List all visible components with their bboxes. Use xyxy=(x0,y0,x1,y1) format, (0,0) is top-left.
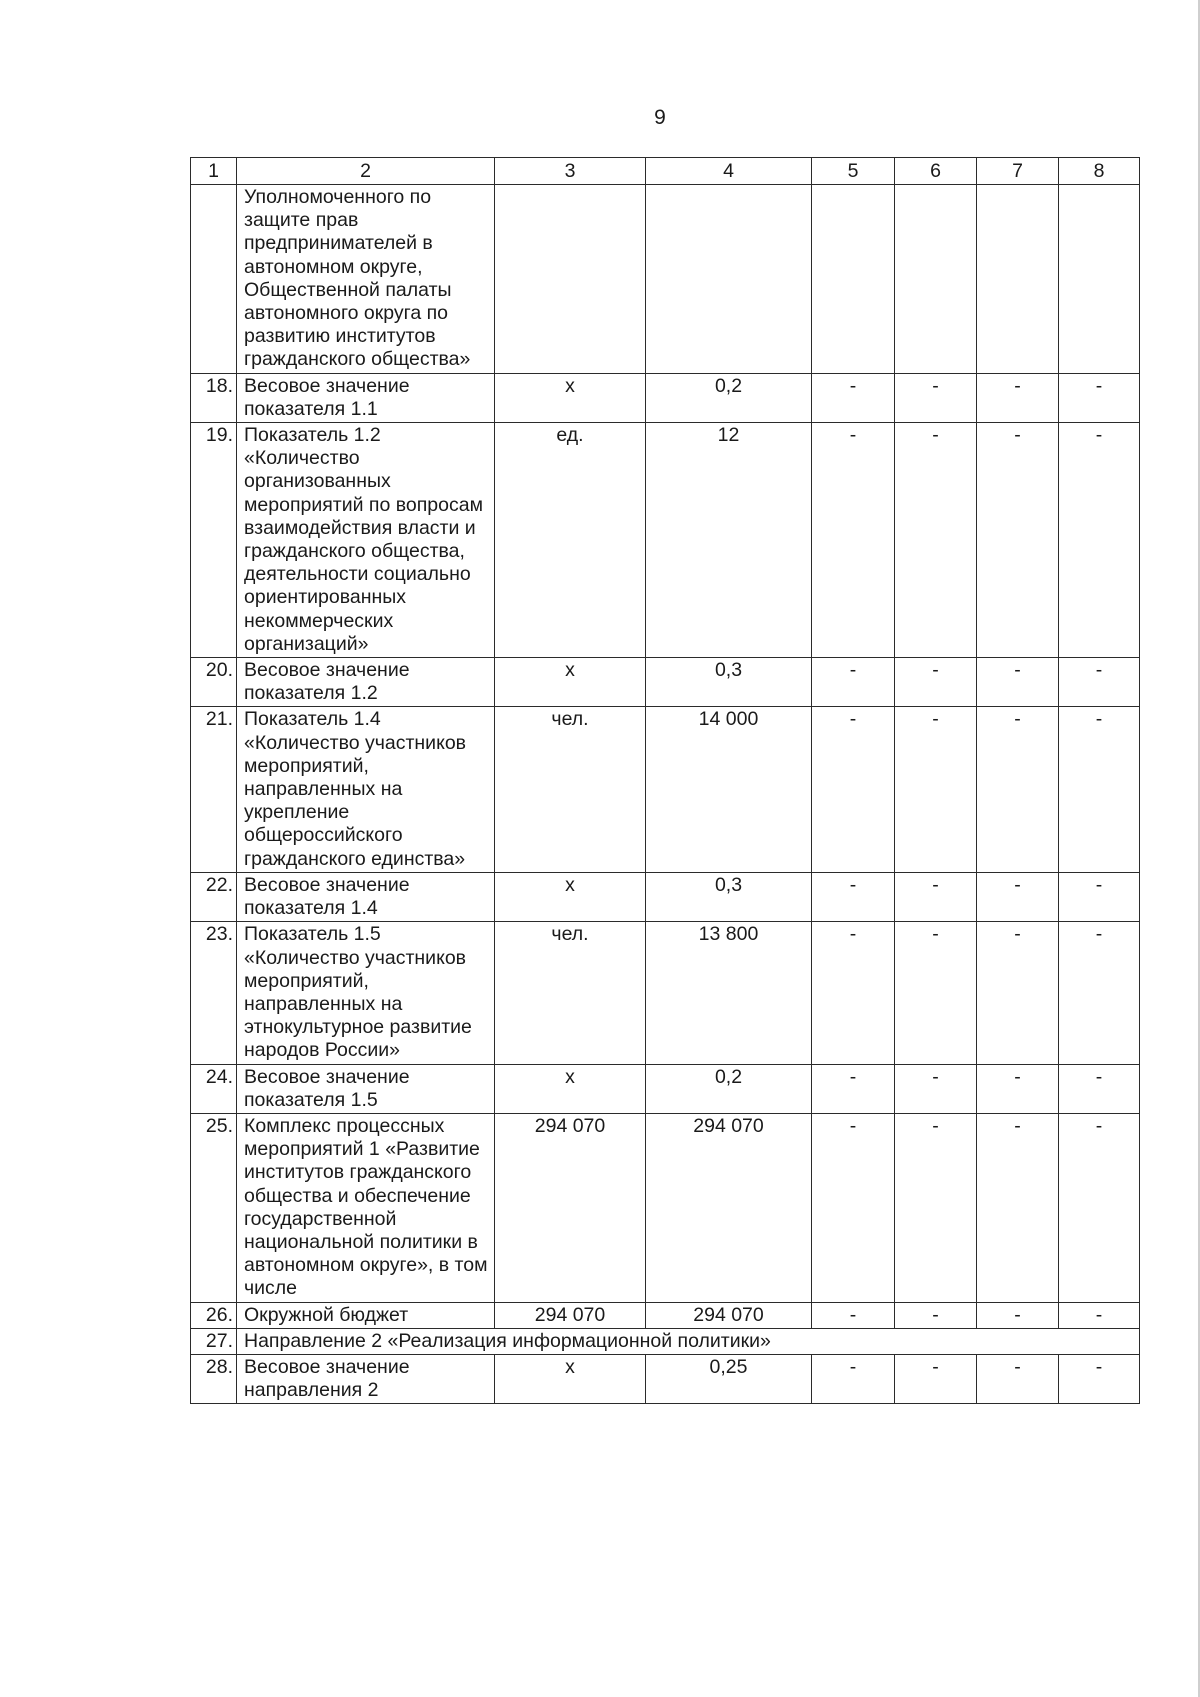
row-name: Комплекс процессных мероприятий 1 «Развитие институтов гражданского общества и обеспечение государственной национальной политики в автономном округе», в том числе xyxy=(237,1113,495,1302)
cell-col8: - xyxy=(1059,1064,1140,1113)
row-name: Весовое значение показателя 1.2 xyxy=(237,658,495,707)
table-row xyxy=(191,1354,1140,1403)
row-name: Весовое значение показателя 1.5 xyxy=(237,1064,495,1113)
cell-unit: чел. xyxy=(495,922,646,1064)
cell-value: 0,2 xyxy=(646,373,812,422)
header-cell: 1 xyxy=(191,158,237,185)
header-cell: 8 xyxy=(1059,158,1140,185)
cell-col5: - xyxy=(812,1113,895,1302)
row-name: Весовое значение показателя 1.4 xyxy=(237,872,495,921)
table-row xyxy=(191,1302,1140,1328)
row-number: 28. xyxy=(191,1354,237,1403)
row-name: Окружной бюджет xyxy=(237,1302,495,1328)
cell-col7: - xyxy=(977,1302,1059,1328)
cell-col5: - xyxy=(812,373,895,422)
cell-col6: - xyxy=(895,423,977,658)
cell-col7: - xyxy=(977,872,1059,921)
table-row xyxy=(191,872,1140,921)
cell-unit: ед. xyxy=(495,423,646,658)
cell-col6: - xyxy=(895,922,977,1064)
cell-col7: - xyxy=(977,1064,1059,1113)
row-number xyxy=(191,185,237,374)
row-number: 21. xyxy=(191,707,237,872)
cell-col5: - xyxy=(812,423,895,658)
cell-col6: - xyxy=(895,1354,977,1403)
cell-col7: - xyxy=(977,707,1059,872)
section-title: Направление 2 «Реализация информационной политики» xyxy=(237,1328,1140,1354)
row-number: 18. xyxy=(191,373,237,422)
table-row xyxy=(191,922,1140,1064)
row-name: Весовое значение показателя 1.1 xyxy=(237,373,495,422)
cell-value xyxy=(646,185,812,374)
cell-col7: - xyxy=(977,1354,1059,1403)
row-number: 25. xyxy=(191,1113,237,1302)
cell-col8: - xyxy=(1059,1113,1140,1302)
cell-col5: - xyxy=(812,707,895,872)
row-name: Весовое значение направления 2 xyxy=(237,1354,495,1403)
row-number: 27. xyxy=(191,1328,237,1354)
cell-col8: - xyxy=(1059,872,1140,921)
cell-col8: - xyxy=(1059,658,1140,707)
cell-col8: - xyxy=(1059,1354,1140,1403)
cell-col7 xyxy=(977,185,1059,374)
cell-unit: х xyxy=(495,872,646,921)
cell-col6: - xyxy=(895,1113,977,1302)
header-cell: 5 xyxy=(812,158,895,185)
table-row xyxy=(191,373,1140,422)
cell-col8: - xyxy=(1059,1302,1140,1328)
cell-value: 0,25 xyxy=(646,1354,812,1403)
cell-col8: - xyxy=(1059,922,1140,1064)
table-row xyxy=(191,658,1140,707)
table-row xyxy=(191,1113,1140,1302)
cell-col6 xyxy=(895,185,977,374)
cell-col5 xyxy=(812,185,895,374)
cell-value: 12 xyxy=(646,423,812,658)
cell-col8: - xyxy=(1059,373,1140,422)
row-number: 23. xyxy=(191,922,237,1064)
table-row xyxy=(191,1064,1140,1113)
cell-col7: - xyxy=(977,423,1059,658)
cell-value: 0,3 xyxy=(646,658,812,707)
cell-unit: х xyxy=(495,1064,646,1113)
table-row xyxy=(191,423,1140,658)
table-row xyxy=(191,185,1140,374)
cell-value: 294 070 xyxy=(646,1302,812,1328)
row-name: Уполномоченного по защите прав предпринимателей в автономном округе, Общественной палаты автономного округа по развитию институтов гражданского общества» xyxy=(237,185,495,374)
row-number: 24. xyxy=(191,1064,237,1113)
table-row xyxy=(191,707,1140,872)
cell-col7: - xyxy=(977,1113,1059,1302)
cell-col8: - xyxy=(1059,707,1140,872)
cell-value: 294 070 xyxy=(646,1113,812,1302)
row-number: 26. xyxy=(191,1302,237,1328)
cell-value: 13 800 xyxy=(646,922,812,1064)
row-name: Показатель 1.2 «Количество организованных мероприятий по вопросам взаимодействия власти и гражданского общества, деятельности социально ориентированных некоммерческих организаций» xyxy=(237,423,495,658)
page-number: 9 xyxy=(654,106,666,129)
cell-unit: х xyxy=(495,373,646,422)
cell-col8 xyxy=(1059,185,1140,374)
cell-col5: - xyxy=(812,1302,895,1328)
row-number: 20. xyxy=(191,658,237,707)
cell-col6: - xyxy=(895,707,977,872)
section-row xyxy=(191,1328,1140,1354)
cell-col6: - xyxy=(895,1302,977,1328)
header-row xyxy=(191,158,1140,185)
cell-col6: - xyxy=(895,1064,977,1113)
cell-unit xyxy=(495,185,646,374)
cell-col5: - xyxy=(812,658,895,707)
cell-value: 0,2 xyxy=(646,1064,812,1113)
header-cell: 6 xyxy=(895,158,977,185)
cell-unit: 294 070 xyxy=(495,1302,646,1328)
cell-value: 14 000 xyxy=(646,707,812,872)
cell-col6: - xyxy=(895,658,977,707)
cell-unit: 294 070 xyxy=(495,1113,646,1302)
cell-unit: х xyxy=(495,658,646,707)
cell-col6: - xyxy=(895,373,977,422)
indicators-table xyxy=(190,157,1140,1404)
cell-col5: - xyxy=(812,922,895,1064)
cell-unit: чел. xyxy=(495,707,646,872)
cell-col8: - xyxy=(1059,423,1140,658)
header-cell: 4 xyxy=(646,158,812,185)
cell-col5: - xyxy=(812,872,895,921)
cell-value: 0,3 xyxy=(646,872,812,921)
header-cell: 3 xyxy=(495,158,646,185)
cell-col6: - xyxy=(895,872,977,921)
row-name: Показатель 1.4 «Количество участников мероприятий, направленных на укрепление общероссийского гражданского единства» xyxy=(237,707,495,872)
cell-col7: - xyxy=(977,922,1059,1064)
header-cell: 7 xyxy=(977,158,1059,185)
cell-col5: - xyxy=(812,1064,895,1113)
row-name: Показатель 1.5 «Количество участников мероприятий, направленных на этнокультурное развитие народов России» xyxy=(237,922,495,1064)
cell-unit: х xyxy=(495,1354,646,1403)
cell-col5: - xyxy=(812,1354,895,1403)
header-cell: 2 xyxy=(237,158,495,185)
row-number: 22. xyxy=(191,872,237,921)
cell-col7: - xyxy=(977,373,1059,422)
cell-col7: - xyxy=(977,658,1059,707)
row-number: 19. xyxy=(191,423,237,658)
